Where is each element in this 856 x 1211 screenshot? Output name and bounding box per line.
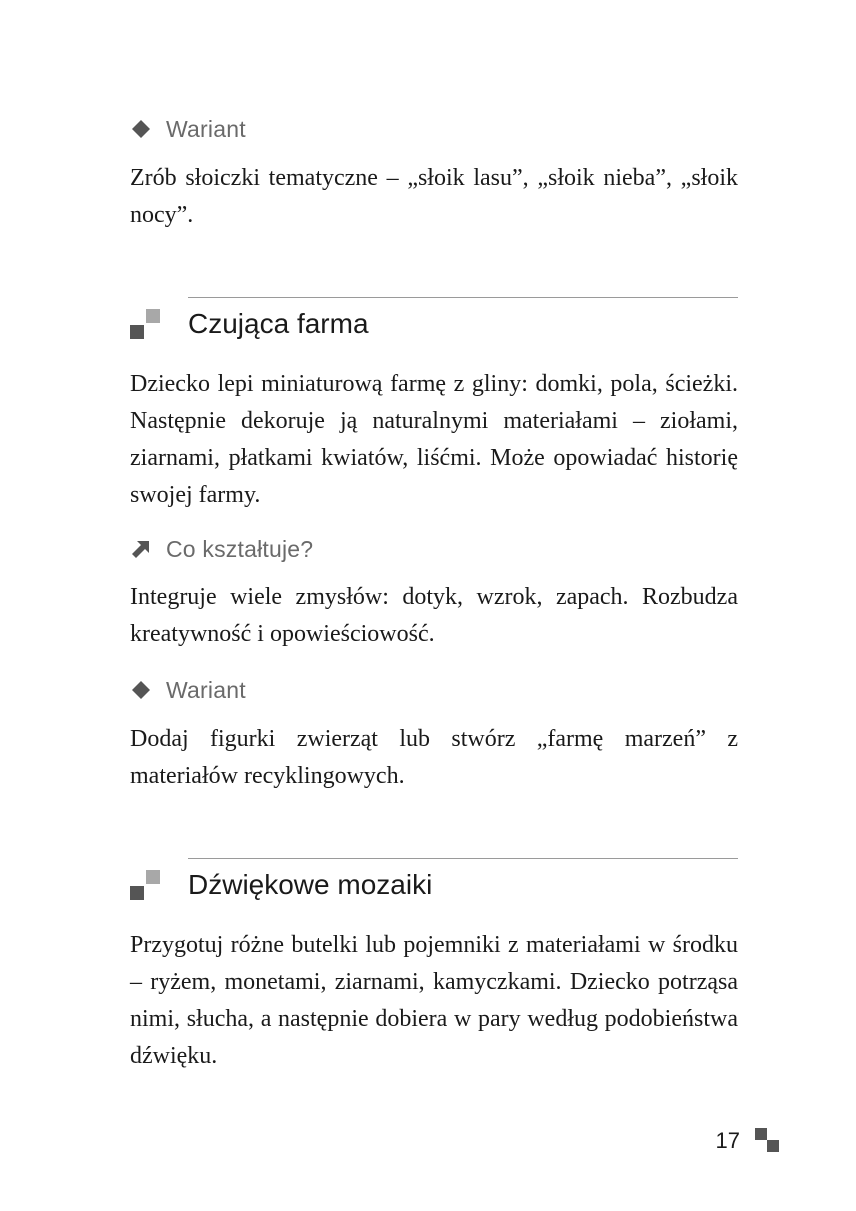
page-number: 17 — [715, 1128, 740, 1153]
benefit-label: Co kształtuje? — [166, 535, 314, 562]
squares-icon — [755, 1128, 781, 1154]
diamond-icon — [130, 679, 152, 701]
squares-icon — [130, 870, 160, 900]
section-title: Czująca farma — [188, 308, 369, 339]
section-rule — [188, 858, 738, 859]
section-header — [130, 302, 369, 346]
variant-label: Wariant — [166, 115, 246, 142]
variant-label-row — [130, 114, 246, 144]
section-header — [130, 863, 432, 907]
section-rule — [188, 297, 738, 298]
variant-text: Zrób słoiczki tematyczne – „słoik lasu”, „słoik nieba”, „słoik nocy”. — [130, 165, 738, 228]
section-title: Dźwiękowe mozaiki — [188, 869, 433, 900]
benefit-label-row — [130, 534, 313, 564]
section-text: Dziecko lepi miniaturową farmę z gliny: domki, pola, ścieżki. Następnie dekoruje ją naturalnymi materiałami – ziołami, ziarnami, płatkami kwiatów, liśćmi. Może opowiadać historię swojej farmy. — [130, 371, 738, 508]
section-text: Przygotuj różne butelki lub pojemniki z materiałami w środku – ryżem, monetami, ziarnami, kamyczkami. Dziecko potrząsa nimi, słucha, a następnie dobiera w pary według podobieństwa dźwięku. — [130, 932, 738, 1069]
variant-label: Wariant — [166, 676, 246, 703]
variant-label-row — [130, 675, 246, 705]
variant-text: Dodaj figurki zwierząt lub stwórz „farmę marzeń” z materiałów recyklingowych. — [130, 726, 738, 789]
squares-icon — [130, 309, 160, 339]
arrow-up-right-icon — [130, 538, 152, 560]
diamond-icon — [130, 118, 152, 140]
benefit-text: Integruje wiele zmysłów: dotyk, wzrok, zapach. Rozbudza kreatywność i opowieściowość. — [130, 584, 738, 647]
